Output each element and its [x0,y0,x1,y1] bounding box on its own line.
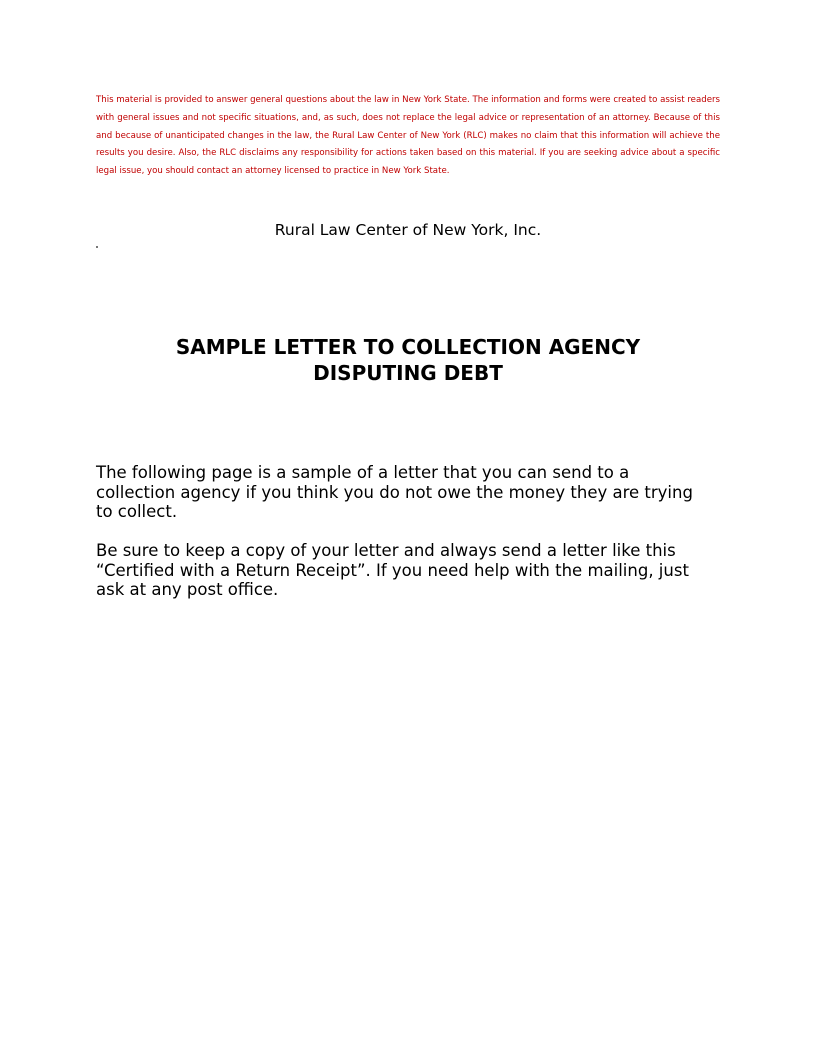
legal-disclaimer: This material is provided to answer general questions about the law in New York State. The information and forms were created to assist readers with general issues and not specific situations, and, as such, does not replace the legal advice or representation of an attorney. Because of this and because of unanticipated changes in the law, the Rural Law Center of New York (RLC) makes no claim that this information will achieve the results you desire. Also, the RLC disclaims any responsibility for actions taken based on this material. If you are seeking advice about a specific legal issue, you should contact an attorney licensed to practice in New York State. [96,95,720,177]
organization-name: Rural Law Center of New York, Inc. [274,221,542,239]
document-title [96,334,720,386]
title-line-1: SAMPLE LETTER TO COLLECTION AGENCY [175,335,641,359]
instruction-paragraph: Be sure to keep a copy of your letter and always send a letter like this “Certified with a Return Receipt”. If you need help with the mailing, just ask at any post office. [96,541,689,600]
stray-dot-mark [96,246,98,248]
title-line-2: DISPUTING DEBT [313,361,503,385]
intro-paragraph: The following page is a sample of a letter that you can send to a collection agency if you think you do not owe the money they are trying to collect. [96,463,693,522]
